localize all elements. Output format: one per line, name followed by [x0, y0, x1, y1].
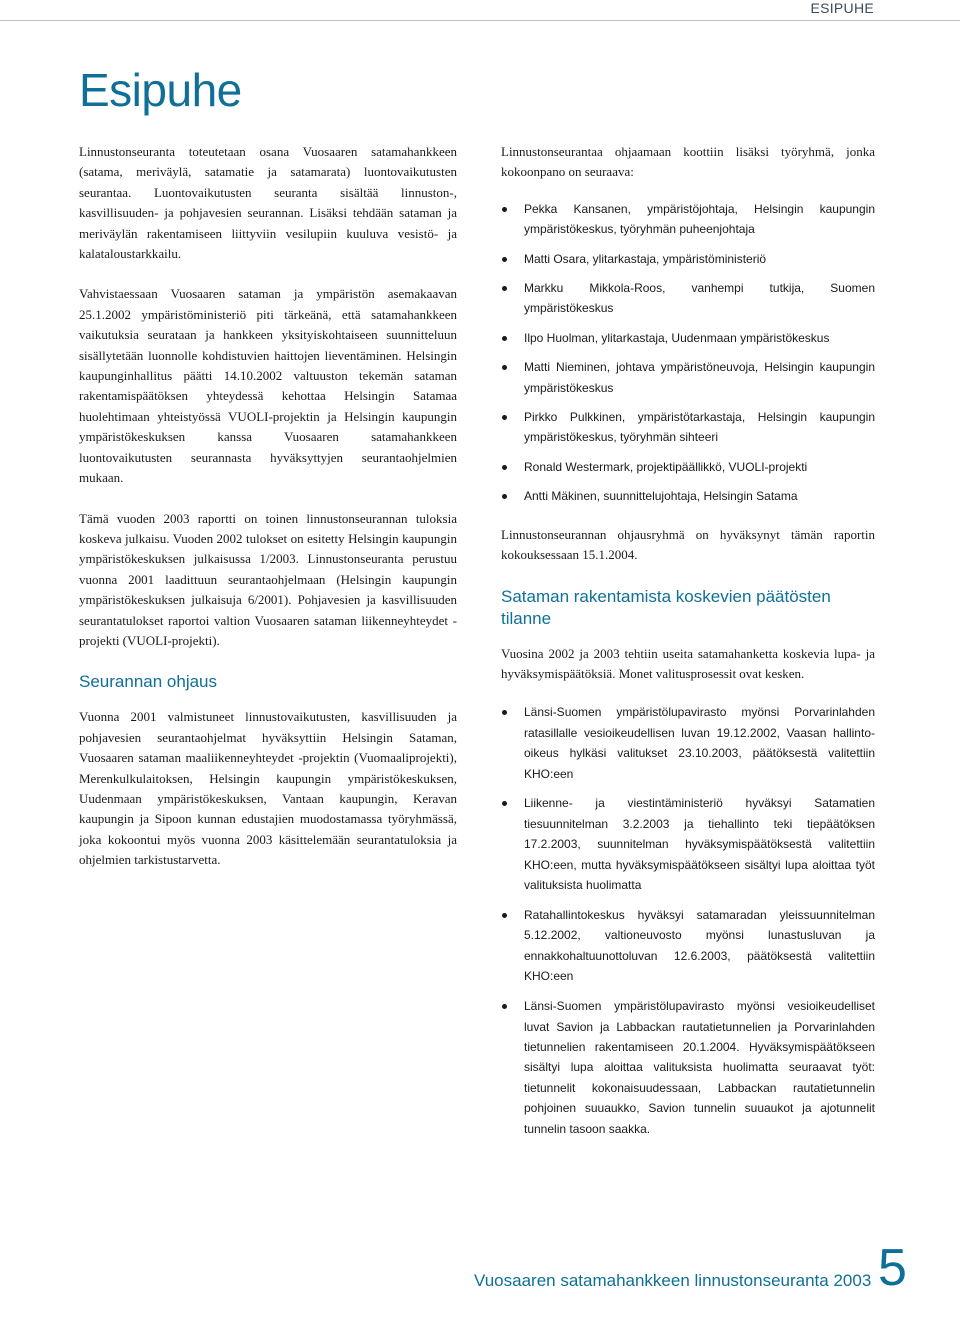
list-item	[501, 793, 875, 895]
section-heading-decisions: Sataman rakentamista koskevien päätösten tilanne	[501, 586, 831, 628]
bullet-icon	[502, 207, 507, 212]
bullet-icon	[502, 1004, 507, 1009]
right-column	[501, 142, 875, 1157]
header-bar	[0, 0, 960, 21]
list-item	[501, 996, 875, 1139]
paragraph-report: Tämä vuoden 2003 raportti on toinen linnustonseurannan tuloksia koskeva julkaisu. Vuoden 2002 tulokset on esitetty Helsingin kaupungin ympäristökeskuksen julkaisussa 1/2003. Linnustonseuranta perustuu vuonna 2001 laadittuun seurantaohjelmaan (Helsingin kaupungin ympäristökeskuksen julkaisuja 6/2001). Pohjavesien ja kasvillisuuden seurantatulokset raportoi valtion Vuosaaren sataman liikenneyhteydet -projekti (VUOLI-projekti).	[79, 510, 457, 648]
bullet-icon	[502, 710, 507, 715]
paragraph-working-group: Linnustonseurantaa ohjaamaan koottiin lisäksi työryhmä, jonka kokoonpano on seuraava:	[501, 144, 875, 180]
paragraph-ohjaus: Vuonna 2001 valmistuneet linnustovaikutusten, kasvillisuuden ja pohjavesien seurantaohjelmat hyväksyttiin Helsingin Sataman, Vuosaaren sataman maaliikenneyhteydet -projektin (Vuomaaliprojekti), Merenkulkulaitoksen, Helsingin kaupungin ympäristökeskuksen, Uudenmaan ympäristökeskuksen, Vantaan kaupungin, Keravan kaupungin ja Sipoon kunnan edustajien muodostamassa työryhmässä, joka kokoontui myös vuonna 2003 käsittelemään seurantatuloksia ja ohjelmien tarkistustarvetta.	[79, 709, 457, 868]
list-item	[501, 905, 875, 987]
section-heading-ohjaus: Seurannan ohjaus	[79, 672, 218, 692]
paragraph-approval: Linnustonseurannan ohjausryhmä on hyväksynyt tämän raportin kokouksessaan 15.1.2004.	[501, 526, 875, 563]
list-item	[501, 357, 875, 398]
page-number: 5	[878, 1239, 907, 1297]
decision-list	[501, 702, 875, 1139]
bullet-icon	[502, 913, 507, 918]
decision-text: Länsi-Suomen ympäristölupavirasto myönsi vesioikeudelliset luvat Savion ja Labbackan rautatietunnelien ja Porvarinlahden tietunnelien rakentamiseen 20.1.2004. Hyväksymispäätökseen sisältyi lupa aloittaa valituksista huolimatta seuraavat työt: tietunnelit kokonaisuudessaan, Labbackan rautatietunnelin pohjoinen suuaukko, Savion tunnelin suuaukot ja ajotunnelit tunnelin tasoon saakka.	[524, 999, 875, 1136]
decision-text: Liikenne- ja viestintäministeriö hyväksyi Satamatien tiesuunnitelman 3.2.2003 ja tiehallinto teki tiepäätöksen 17.2.2003, suunnitelman hyväksymispäätöksestä valitettiin KHO:een, mutta hyväksymispäätökseen sisältyi lupa aloittaa työt valituksista huolimatta	[524, 796, 875, 893]
bullet-icon	[502, 286, 507, 291]
member-text: Markku Mikkola-Roos, vanhempi tutkija, Suomen ympäristökeskus	[524, 281, 875, 316]
bullet-icon	[502, 336, 507, 341]
bullet-icon	[502, 257, 507, 262]
bullet-icon	[502, 465, 507, 470]
member-text: Ilpo Huolman, ylitarkastaja, Uudenmaan ympäristökeskus	[524, 330, 830, 345]
bullet-icon	[502, 365, 507, 370]
section-label: ESIPUHE	[810, 0, 874, 16]
bullet-icon	[502, 494, 507, 499]
page-title: Esipuhe	[79, 64, 242, 116]
footer-publication-title: Vuosaaren satamahankkeen linnustonseuranta 2003	[474, 1271, 872, 1290]
list-item	[501, 199, 875, 240]
list-item	[501, 407, 875, 448]
list-item	[501, 486, 875, 506]
bullet-icon	[502, 801, 507, 806]
decision-text: Länsi-Suomen ympäristölupavirasto myönsi Porvarinlahden ratasillalle vesioikeudellisen luvan 19.12.2002, Vaasan hallinto-oikeus hylkäsi valitukset 23.10.2003, päätöksestä valitettiin KHO:een	[524, 705, 875, 781]
member-text: Pirkko Pulkkinen, ympäristötarkastaja, Helsingin kaupungin ympäristökeskus, työryhmän sihteeri	[524, 410, 875, 445]
member-text: Antti Mäkinen, suunnittelujohtaja, Helsingin Satama	[524, 489, 798, 504]
member-list	[501, 199, 875, 507]
member-text: Matti Nieminen, johtava ympäristöneuvoja, Helsingin kaupungin ympäristökeskus	[524, 360, 875, 395]
member-text: Ronald Westermark, projektipäällikkö, VUOLI-projekti	[524, 459, 808, 474]
list-item	[501, 278, 875, 319]
paragraph-intro: Linnustonseuranta toteutetaan osana Vuosaaren satamahankkeen (satama, meriväylä, satamatie ja satamarata) luontovaikutusten seurantaa. Luontovaikutusten seuranta sisältää linnuston-, kasvillisuuden- ja pohjavesien seurannan. Lisäksi tehdään sataman ja meriväylän rakentamiseen liittyviin vesilupiin kuuluva vesistö- ja kalataloustarkkailu.	[79, 144, 457, 262]
list-item	[501, 702, 875, 784]
list-item	[501, 328, 875, 348]
member-text: Pekka Kansanen, ympäristöjohtaja, Helsingin kaupungin ympäristökeskus, työryhmän puheenjohtaja	[524, 201, 875, 237]
list-item	[501, 249, 875, 269]
list-item	[501, 457, 875, 477]
decision-text: Ratahallintokeskus hyväksyi satamaradan yleissuunnitelman 5.12.2002, valtioneuvosto myönsi lunastusluvan ja ennakkohaltuunottoluvan 12.6.2003, päätöksestä valitettiin KHO:een	[524, 907, 875, 984]
member-text: Matti Osara, ylitarkastaja, ympäristöministeriö	[524, 251, 767, 266]
left-column	[79, 142, 457, 891]
paragraph-ministry: Vahvistaessaan Vuosaaren sataman ja ympäristön asemakaavan 25.1.2002 ympäristöministeriö piti tärkeänä, että satamahankkeen vaikutuksia seurataan ja hankkeen yksityiskohtaiseen suunnitteluun sisällytetään luonnolle kohdistuvien haittojen lieventäminen. Helsingin kaupunginhallitus päätti 14.10.2002 valtuuston tekemän sataman rakentamispäätöksen yhteydessä kehottaa Helsingin Satamaa huolehtimaan yhteistyössä VUOLI-projektin ja Helsingin kaupungin ympäristökeskuksen kanssa Vuosaaren satamahankkeen luontovaikutusten seurannasta hyväksyttyjen seurantaohjelmien mukaan.	[79, 286, 457, 486]
paragraph-decisions: Vuosina 2002 ja 2003 tehtiin useita satamahanketta koskevia lupa- ja hyväksymispäätöksiä. Monet valitusprosessit ovat kesken.	[501, 645, 875, 681]
bullet-icon	[502, 415, 507, 420]
